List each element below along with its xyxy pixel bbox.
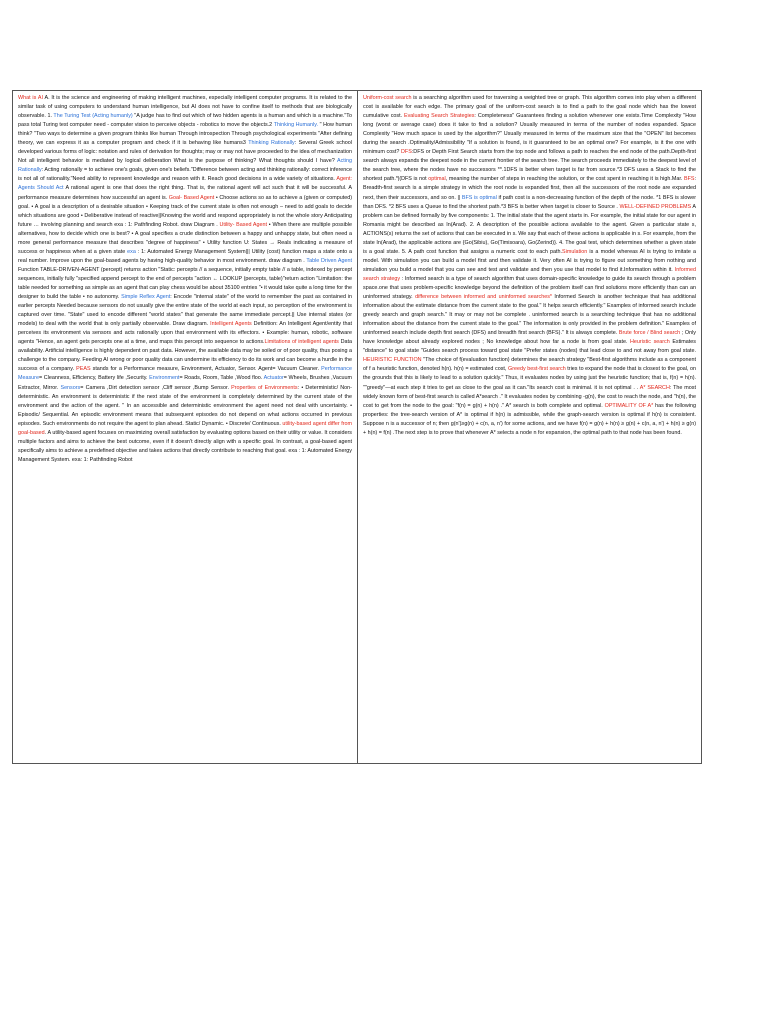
body-text: is a searching algorithm used for traversing a weighted tree or graph. This algorithm comes into play when a different cost is available for each edge. The primary goal of the uniform-cost search is to find a path to the goal node which has the lowest cumulative cost. [363,95,696,120]
body-text: Definition: An Intelligent Agent/entity that perceives its environment via sensors and acts rationally upon that environment with its effectors. • Example: human, robotic, software agents "Hence, an agent gets percepts one at a time, and maps this percept into sequence to actions. [18,321,353,346]
body-text: . A utility-based agent focuses on maximizing overall satisfaction by evaluating options based on their utility or value. It considers multiple factors and aims to achieve the best outcome, even if it doesn't directly align with a specific goal. In contrast, a goal-based agent specifically aims to achieve a predefined objective and takes actions that directly contribute to reaching that goal. exa : 1: Automated Energy Management System. exa: 1: Pathfinding Robot [18,429,352,463]
highlighted-term: Greedy best-first search [508,366,566,373]
body-text: : Informed search is a type of search algorithm that uses domain-specific knowledge to guide its search through a problem space.one that uses problem-specific knowledge beyond the definition of the problem itself can find solutions more efficiently than can an uninformed strategy. [363,275,696,301]
highlighted-term: optimal [428,176,446,183]
body-text: = Roads, Room, Table ,Wood floo. [179,375,264,382]
body-text: :DFS or Depth First Search starts from the top node and follows a path to reaches the end node of the path.Depth-first search always expands the deepest node in the current frontier of the search tree. The search proceeds immediately to the deepest level of the search tree, where the nodes have no successors **.1DFS is better when target is far from source.*3 DFS uses a Stack to find the shortest path.*|(DFS is not [363,149,696,183]
highlighted-term: Properties of Environments [231,384,298,391]
body-text: stands for a Performance measure, Environment, Actuator, Sensor. Agent= Vacuum Cleaner. [90,366,322,373]
highlighted-term: Performance Measure [18,366,352,382]
body-text: A rational agent is one that does the right thing. That is, the rational agent will act such that it will be successful. A performance measure determines how successful an agent is. [18,185,352,201]
highlighted-term: DFS [401,149,412,156]
body-text: : Breadth-first search is a simple strategy in which the root node is expanded first, then all the successors of the root node are expanded next, then their successors, and so on. || [363,176,696,201]
highlighted-term: Brute force / Blind search [618,330,681,337]
highlighted-term: BFS [684,176,695,183]
body-text: Data availability. Artificial intelligence is highly dependent on past data. However, the available data may be soiled or of poor quality, thus posing a challenge to the company. Feeding AI wrong or poor quality data can undermine its efficiency to do its work and can become a hurdle in the success of a company. [18,339,352,373]
highlighted-term: Acting Rationally [18,158,352,174]
highlighted-term: Simulation [562,248,588,255]
body-text: = Wheels, Brushes ,Vacuum Extractor, Mirror. [18,375,352,391]
right-column-text [363,94,696,438]
body-text: = Camera ,Dirt detection sensor ,Cliff sensor ,Bump Sensor. [80,384,232,391]
highlighted-term: What is AI [18,95,43,101]
body-text: tries to expand the node that is closest to the goal, on the grounds that this is likely to lead to a solution quickly." Thus, it evaluates nodes by using just the heuristic function; that is, f(n) = h(n). ""greedy"—at each step it tries to get as close to the goal as it can."Its search cost is minimal. it is not optimal . . [363,366,696,391]
body-text: : Completeness" Guarantees finding a solution whenever one exists.Time Complexity "How long (worst or average case) does it take to find a solution? Usually measured in terms of the number of nodes expanded. Space Complexity "How much space is used by the algorithm?" Usually measured in terms of the maximum size that the "OPEN" list becomes during the search .Optimality/Admissibility "If a solution is found, is it guaranteed to be an optimal one? For example, is it the one with minimum cost? [363,113,696,156]
highlighted-term: Agents Should Act [18,185,64,192]
body-text: : Acting rationally = to achieve one's goals, given one's beliefs."Difference between acting and thinking rationally: correct inference is not all of rationality."Need ability to represent knowledge and reason with it. Reach good decisions in a wide variety of situations. [18,167,352,183]
body-text: : Several Greek school developed various forms of logic: notation and rules of derivation for thoughts; may or may not have proceeded to the idea of mechanization Not all intelligent behavior is mediated by logical deliberation What is the purpose of thinking? What thoughts should I have? [18,140,352,165]
highlighted-term: Actuator [263,375,284,382]
highlighted-term: The Turing Test (Acting humanly) [53,113,133,120]
highlighted-term: Utility- Based Agent [219,221,268,228]
highlighted-term: Evaluating Search Strategies [404,113,475,120]
left-column-text [18,94,352,465]
highlighted-term: Informed search strategy [363,266,696,282]
highlighted-term: exa [127,248,136,255]
body-text: ; Only have knowledge about already explored nodes ; No knowledge about how far a node is from goal state. [363,330,696,346]
highlighted-term: Sensors [60,384,81,391]
highlighted-term: utility-based agent differ from goal-based [18,420,352,436]
highlighted-term: BFS is optimal [461,194,497,201]
body-text: : • Deterministic/ Non-deterministic. An environment is deterministic if the next state of the environment is completely determined by the current state of the environment and the action of the agent. " In an accessible and deterministic environment the agent need not deal with uncertainty. • Episodic/ Sequential. An episodic environment means that subsequent episodes do not depend on what actions occurred in previous episodes. Such environments do not require the agent to plan ahead. Static/ Dynamic. • Discrete/ Continuous. [18,384,352,427]
body-text: A problem can be defined formally by five components: 1. The initial state that the agent starts in. For example, the initial state for our agent in Romania might be described as In(Arad). 2. A description of the possible actions available to the agent. Given a particular state s, ACTIONS(s) returns the set of actions that can be executed in s. We say that each of these actions is applicable in s. For example, from the state In(Arad), the applicable actions are {Go(Sibiu), Go(Timisoara), Go(Zerind)}. 4. The goal test, which determines whether a given state is a goal state. 5. A path cost function that assigns a numeric cost to each path. [363,203,696,255]
highlighted-term: Goal- Based Agent [168,194,215,201]
left-column [13,91,357,763]
document-page [12,90,702,764]
right-column [357,91,701,763]
highlighted-term: Agent: [336,176,352,183]
highlighted-term: Environment [149,375,180,382]
highlighted-term: Simple Reflex Agent [121,294,171,301]
body-text: : The most widely known form of best-first search is called A*search ." It evaluates nodes by combining -g(n), the cost to reach the node, and "h(n), the cost to get from the node to the goal: "f(n) = g(n) + h(n) ." A* search is both complete and optimal. [363,384,696,409]
body-text: : 1: Automated Energy Management System||| Utility (cost) function maps a state onto a real number. Improve upon the goal-based agents by having high-quality behavior in most environment. draw diagram . [18,248,353,264]
highlighted-term: Heuristic search [630,339,670,346]
highlighted-term: Thinking Rationally [248,140,295,147]
highlighted-term: A* SEARCH [639,384,670,391]
highlighted-term: Thinking Humanly. [273,122,319,129]
body-text: is a model whereas AI is trying to imitate a model. With simulation you can build a model first and then validate it. Very often AI is trying to figure out something from nothing and simulation you build a model that you can see and test and validate and then you use that model to find it.Information within it. [363,248,696,273]
body-text: • Choose actions so as to achieve a (given or computed) goal. • A goal is a description of a desirable situation • Keeping track of the current state is often not enough – need to add goals to decide which situations are good • Deliberative instead of reactive||Knowing the world and respond appropriately is not the whole story Anticipating future … involving planning and search exa : 1: Pathfinding Robot. draw Diagram . [18,194,352,228]
highlighted-term: Table Driven Agent [306,257,352,264]
highlighted-term: PEAS [76,366,91,373]
body-text: Estimates "distance" to goal state "Guides search process toward goal state "Prefer states (nodes) that lead close to and not away from goal state. [363,339,696,355]
highlighted-term: OPTIMALITY OF A* [604,402,654,409]
body-text: • When there are multiple possible alternatives, how to decide which one is best? • A goal specifies a crude distinction between a happy and unhappy state, but often need a more general performance measure that describes "degree of happiness" • Utility function U: States → Reals indicating a measure of success or happiness when at a given state [18,221,352,255]
body-text: , meaning the number of steps in reaching the solution, or the cost spent in reaching it is high.Mar. [445,176,685,183]
body-text: " How human think? "Two ways to determine a given program thinks like human Through introspection Through psychological experiments "After defining theory, we can express it as a computer program and check if it is behaving like humans3 [18,122,352,147]
body-text: "A judge has to find out which of two hidden agents is a human and which is a machine."To pass total Turing test computer need - computer vision to perceive objects - robotics to move the objects.2 [18,113,352,129]
body-text: if path cost is a non-decreasing function of the depth of the node. *1 BFS is slower than DFS. *2 BFS uses a Queue to find the shortest path.*3 BFS is better when target is closer to Source . [363,194,697,210]
body-text: Function TABLE-DRIVEN-AGENT (percept) returns action "Static: percepts // a sequence, initially empty table // a table, indexed by percept sequences, initially fully "specified append percept to the end of percepts "action ← LOOKUP (percepts, table)"return action "Limitation: the table needed for something as simple as an agent that can play chess would be about 35100 entries "• it would take quite a long time for the designer to build the table • no autonomy. [18,266,352,301]
highlighted-term: Intelligent Agents [210,321,252,328]
body-text: A. It is the science and engineering of making intelligent machines, especially intelligent computer programs. It is related to the similar task of using computers to understand human intelligence, but AI does not have to confine itself to methods that are biologically observable. 1. [18,95,352,120]
highlighted-term: difference between informed and uninformed searches* [415,294,553,301]
body-text: = Cleanness, Efficiency, Battery life ,Security. [38,375,150,382]
highlighted-term: WELL-DEFINED PROBLEMS [619,203,692,210]
body-text: has the following properties: the tree-search version of A* is optimal if h(n) is admissible, while the graph-search version is optimal if h(n) is consistent. Suppose n is a successor of n; then g(n')≥g(n) + c(n, a, n') for some actions, and we have f(n) = g(n) + h(n) ≥ g(n) + c(n, a, n') + h(n) ≥ g(n) + h(n) = f(n) .The next step is to prove that whenever A* selects a node n for expansion, the optimal path to that node has been found. [363,402,697,436]
body-text: Informed Search is another technique that has additional information about the estimate distance from the current state to the goal." It helps search efficiently." Examples of informed search include greedy search and graph search." It may or may not be complete . uninformed search is a searching technique that has no additional information about the distance from the current state to the goal." The information is only provided in the problem definition." Examples of uninformed search include depth first search (DFS) and breadth first search (BFS)." It is always complete. [363,294,696,337]
highlighted-term: Uniform-cost search [363,95,412,101]
highlighted-term: HEURISTIC FUNCTION [363,357,422,364]
body-text: "The choice of f(evaluation function) determines the search strategy "Best-first algorithms include as a component of f a heuristic function, denoted h(n). h(n) = estimated cost, [363,357,696,373]
highlighted-term: Limitations of intelligent agents [264,339,339,346]
body-text: : Encode "internal state" of the world to remember the past as contained in earlier percepts Needed because sensors do not usually give the entire state of the world at each input, so perception of the environment is captured over time. "State" used to encode different "world states" that generate the same immediate percept.|| Use internal states (or models) to deal with the world that is only partially observable. Draw diagram. [18,294,352,328]
